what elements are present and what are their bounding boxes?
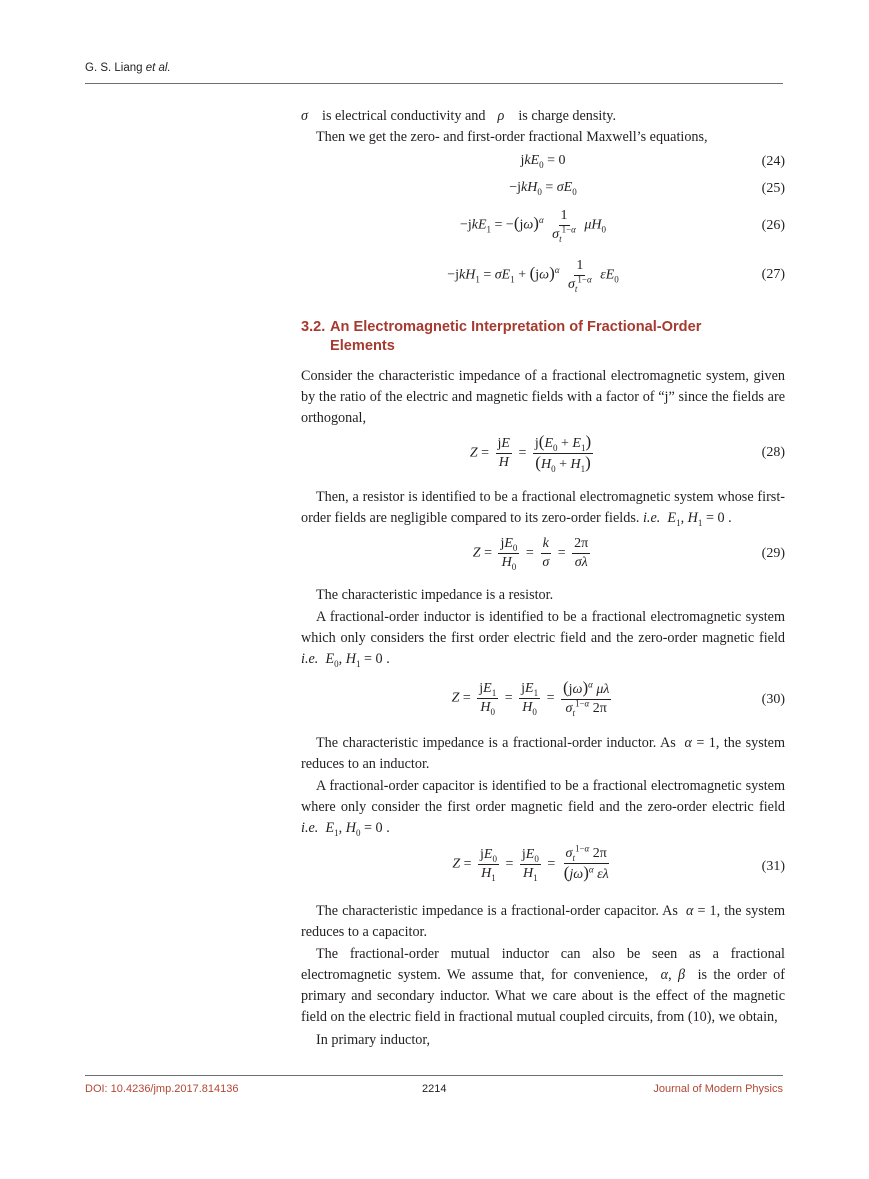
footer-rule: [85, 1075, 783, 1076]
section-number: 3.2.: [301, 319, 326, 335]
equation-number-25: (25): [761, 181, 785, 196]
equation-number-27: (27): [761, 267, 785, 282]
ie-text: i.e.: [301, 651, 319, 667]
header-author-suffix: et al.: [145, 62, 171, 74]
paragraph-text: , the system reduces to an inductor.: [301, 735, 785, 772]
paragraph-text: A fractional-order inductor is identified to be a fractional electromagnetic system which only considers the first order electric field and the zero-order magnetic field: [301, 609, 785, 646]
equation-number-29: (29): [761, 546, 785, 561]
equation-number-24: (24): [761, 154, 785, 169]
section-heading: [301, 318, 785, 356]
footer-page-number: 2214: [422, 1083, 447, 1095]
footer-journal[interactable]: Journal of Modern Physics: [653, 1083, 783, 1095]
paragraph-capacitor-conclusion: The characteristic impedance is a fractional-order capacitor. As α = 1, the system reduces to a capacitor.: [301, 903, 786, 940]
paragraph-text: is the order of primary and secondary inductor. What we care about is the effect of the magnetic field on the electric field in fractional mutual coupled circuits, from (10), we obtain,: [301, 967, 785, 1025]
paragraph-text: The characteristic impedance is a fractional-order capacitor. As: [316, 903, 678, 919]
equation-29: Z = $\frac{jE_0}{H_0}$ = $\frac{k}{\sigma}$ = $\frac{2\pi}{\sigma\lambda}$: [472, 536, 589, 572]
equation-number-28: (28): [761, 445, 785, 460]
footer-doi[interactable]: DOI: 10.4236/jmp.2017.814136: [85, 1083, 239, 1095]
rho-symbol: ρ: [497, 108, 505, 124]
running-header: [85, 62, 171, 74]
equation-number-30: (30): [761, 692, 785, 707]
ie-text: i.e.: [642, 510, 661, 526]
paragraph-mutual-inductor: The fractional-order mutual inductor can also be seen as a fractional electromagnetic system. We assume that, for convenience, α, β is the order of primary and secondary inductor. What we care about is the effect of the magnetic field on the electric field in fractional mutual coupled circuits, from (10), we obtain,: [301, 946, 785, 1025]
equation-27: $-jkH_1 = \sigma E_1 + (j\omega)^\alpha$ $\frac{1}{\sigma_t^{1-\alpha}}$ $\varepsilon E_0$: [447, 258, 619, 294]
ie-text: i.e.: [301, 820, 319, 836]
paragraph-resistor: Then, a resistor is identified to be a fractional electromagnetic system whose first-order fields are negligible compared to its zero-order fields. i.e. $E_1$, $H_1 = 0$ .: [301, 489, 785, 528]
equation-28: Z = $\frac{jE}{H}$ = $\frac{j(E_0 + E_1)}{(H_0 + H_1)}$: [469, 432, 592, 474]
paragraph-sigma-rho: [301, 106, 785, 127]
paragraph-maxwell-intro: Then we get the zero- and first-order fractional Maxwell’s equations,: [316, 129, 708, 145]
paragraph-capacitor: A fractional-order capacitor is identified to be a fractional electromagnetic system where only consider the first order magnetic field and the zero-order electric field i.e. $E_1$, $H_0 = 0$ .: [301, 778, 785, 838]
equation-26: $-jkE_1 = -(j\omega)^\alpha$ $\frac{1}{\sigma_t^{1-\alpha}}$ $\mu H_0$: [459, 208, 607, 244]
equation-25: $-jkH_0 = \sigma E_0$: [509, 180, 577, 197]
paragraph-text: A fractional-order capacitor is identified to be a fractional electromagnetic system where only consider the first order magnetic field and the zero-order electric field: [301, 778, 785, 815]
section-title-line-1: An Electromagnetic Interpretation of Fractional-Order: [330, 319, 702, 335]
section-title-line-2: Elements: [330, 338, 395, 354]
paragraph-impedance: Consider the characteristic impedance of a fractional electromagnetic system, given by the ratio of the electric and magnetic fields with a factor of “j” since the fields are orthogonal,: [301, 368, 785, 426]
paragraph-text: is charge density.: [518, 108, 617, 124]
paragraph-inductor-conclusion: The characteristic impedance is a fractional-order inductor. As α = 1, the system reduces to an inductor.: [301, 735, 785, 772]
equation-31: Z = $\frac{jE_0}{H_1}$ = $\frac{jE_0}{H_1}$ = $\frac{\sigma_t^{1-\alpha} 2\pi}{(j\omega)^\alpha \varepsilon\lambda}$: [452, 843, 609, 883]
paragraph-text: Consider the characteristic impedance of a fractional electromagnetic system, given by the ratio of the electric and magnetic fields with a factor of “: [301, 368, 785, 405]
equation-24: jkE$_0$ = 0: [520, 153, 566, 170]
equation-number-26: (26): [761, 218, 785, 233]
paragraph-text: , the system reduces to a capacitor.: [301, 903, 786, 940]
paragraph-text: The characteristic impedance is a fractional-order inductor. As: [316, 735, 676, 751]
paragraph-primary-inductor: In primary inductor,: [316, 1032, 431, 1048]
header-rule: [85, 83, 783, 84]
paragraph-inductor: A fractional-order inductor is identified to be a fractional electromagnetic system which only considers the first order electric field and the zero-order magnetic field i.e. $E_0$, $H_1 = 0$ .: [301, 609, 785, 669]
paragraph-text: The fractional-order mutual inductor can also be seen as a fractional electromagnetic system. We assume that, for convenience,: [301, 946, 785, 983]
equation-30: Z = $\frac{jE_1}{H_0}$ = $\frac{jE_1}{H_0}$ = $\frac{(j\omega)^\alpha \mu\lambda}{\sigma_t^{1-\alpha} 2\pi}$: [451, 678, 610, 718]
equation-number-31: (31): [761, 859, 785, 874]
paragraph-text: is electrical conductivity and: [322, 108, 486, 124]
paragraph-resistor-conclusion: The characteristic impedance is a resistor.: [316, 587, 554, 603]
header-author: G. S. Liang: [85, 62, 143, 74]
paragraph-text: Then, a resistor is identified to be a fractional electromagnetic system whose first-order fields are negligible compared to its zero-order fields.: [301, 489, 785, 526]
sigma-symbol: σ: [301, 108, 308, 124]
paragraph-text: ” since the fields are orthogonal,: [301, 389, 785, 426]
